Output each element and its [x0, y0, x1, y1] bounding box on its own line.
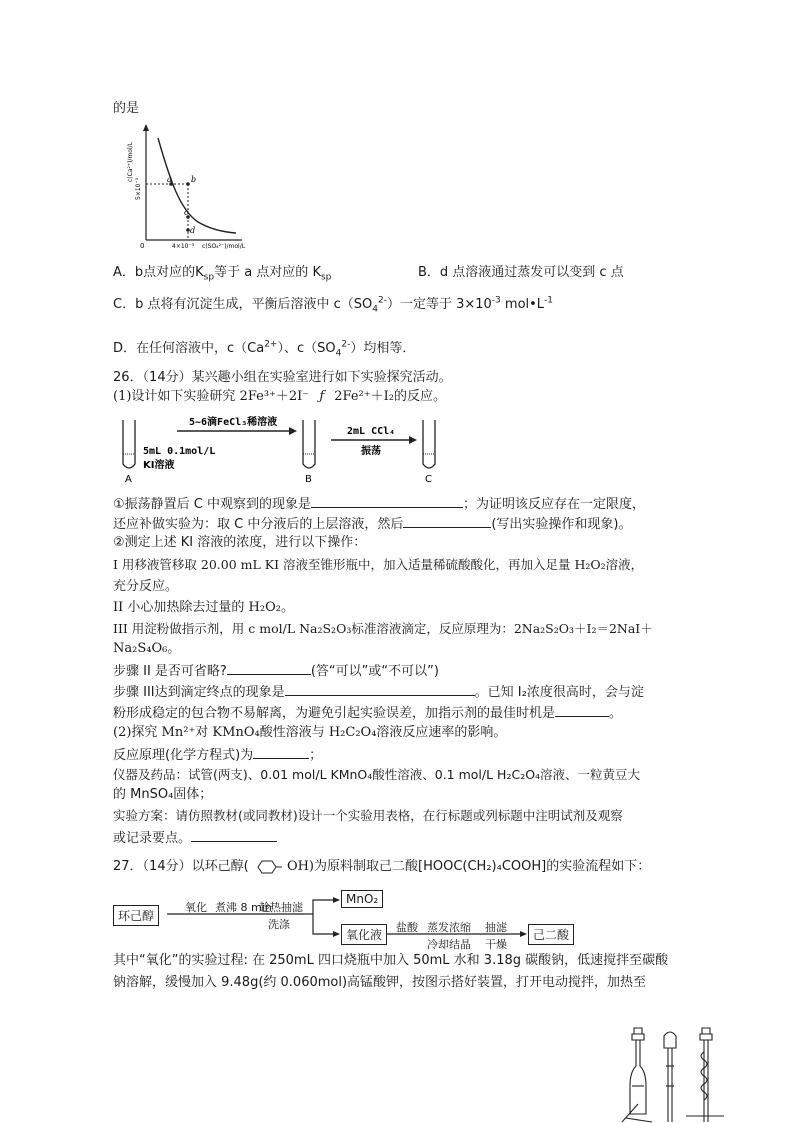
x-axis-label: c(SO₄²⁻)/mol/L	[202, 243, 246, 250]
process-flowchart	[113, 886, 583, 951]
option-d: D．在任何溶液中，$c(Ca^{2+})$、$c(SO_4^{2-})$均相等．	[113, 339, 416, 359]
origin-label: 0	[140, 242, 145, 250]
flow-step-crystallize: 冷却结晶	[427, 938, 471, 951]
flow-step-suction: 抽滤	[485, 921, 507, 934]
flow-box-oxidation-liquid: 氧化液	[341, 924, 387, 945]
q27-title: 27．（14分）以环己醇( OH)为原料制取己二酸[HOOC(CH₂)₄COOH]的实验流程如下：	[113, 859, 651, 874]
answer-blank-3[interactable]	[227, 661, 311, 675]
tube-c	[423, 420, 435, 468]
tube-c-label: C	[425, 474, 432, 485]
apparatus-sketch	[612, 1026, 732, 1123]
label-c: c	[184, 208, 189, 217]
flow-box-mno2: MnO₂	[341, 890, 383, 908]
q27-p1: 其中“氧化”的实验过程: 在 250mL 四口烧瓶中加入 50mL 水和 3.18g 碳酸钠，低速搅拌至碳酸	[113, 953, 669, 968]
answer-blank-1[interactable]	[311, 494, 463, 508]
q26-s8: Na₂S₄O₆。	[113, 641, 181, 656]
q26-s5: 充分反应。	[113, 579, 179, 594]
y-tick-label: 5×10⁻³	[135, 177, 142, 200]
q26-s16: 实验方案：请仿照教材(或同教材)设计一个实验用表格，在行标题或列标题中注明试剂及观察	[113, 808, 623, 823]
equilibrium-symbol: ƒ	[319, 389, 325, 404]
answer-blank-4[interactable]	[285, 682, 475, 696]
intro-text: 的是	[113, 101, 140, 116]
flow-step-evaporate: 蒸发浓缩	[427, 921, 471, 934]
tube-b	[303, 420, 315, 468]
q26-s7: III 用淀粉做指示剂，用 c mol/L Na₂S₂O₃标准溶液滴定，反应原理为：2Na₂S₂O₃＋I₂＝2NaI＋	[113, 621, 653, 636]
tube-a	[123, 420, 135, 468]
tube-b-label: B	[305, 474, 312, 485]
arrow-2-head	[409, 436, 417, 444]
arrow-2-bottom-label: 振荡	[361, 446, 381, 457]
q26-s2: 还应补做实验为：取 C 中分液后的上层溶液，然后 (写出实验操作和现象)。	[113, 514, 632, 534]
flow-step-filter-hot: 趁热抽滤	[259, 901, 303, 914]
y-axis-arrow	[143, 124, 149, 131]
answer-blank-5[interactable]	[555, 703, 609, 717]
answer-blank-6[interactable]	[253, 745, 309, 759]
q26-title: 26．（14分）某兴趣小组在实验室进行如下实验探究活动。	[113, 370, 452, 385]
q27-p2: 钠溶解，缓慢加入 9.48g(约 0.060mol)高锰酸钾，按图示搭好装置，打开电动搅拌，加热至	[113, 975, 647, 990]
label-a: a	[167, 175, 172, 184]
q26-s12: (2)探究 Mn²⁺对 KMnO₄酸性溶液与 H₂C₂O₄溶液反应速率的影响。	[113, 725, 507, 740]
tube-a-label: A	[125, 474, 132, 485]
ksp-curve	[158, 138, 236, 233]
flow-box-cyclohexanol: 环己醇	[113, 905, 159, 926]
arrow-1-label: 5~6滴FeCl₃稀溶液	[189, 417, 278, 428]
q26-s4: I 用移液管移取 20.00 mL KI 溶液至锥形瓶中，加入适量稀硫酸酸化，再加入足量 H₂O₂溶液，	[113, 557, 644, 572]
answer-blank-2[interactable]	[403, 514, 491, 528]
option-a: A．b点对应的$K_{sp}$等于 a 点对应的 $K_{sp}$	[113, 265, 332, 283]
arrow-1-head	[289, 427, 297, 435]
flow-box-adipic-acid: 己二酸	[528, 924, 574, 945]
flow-step-boil: 煮沸 8 min	[215, 901, 272, 914]
answer-blank-7[interactable]	[191, 828, 277, 842]
flow-step-dry: 干燥	[485, 938, 507, 951]
solubility-graph	[118, 122, 258, 252]
q26-s13: 反应原理(化学方程式)为 ；	[113, 745, 322, 765]
q26-s11: 粉形成稳定的包合物不易解离，为避免引起实验误差，加指示剂的最佳时机是 。	[113, 703, 622, 723]
test-tube-figure	[115, 414, 455, 486]
q26-s1: ①振荡静置后 C 中观察到的现象是 ；为证明该反应存在一定限度，	[113, 494, 645, 514]
y-axis-label: c(Ca²⁺)/mol/L	[127, 142, 134, 182]
flow-step-wash: 洗涤	[268, 918, 290, 931]
q26-s9: 步骤 II 是否可省略? (答“可以”或“不可以”)	[113, 661, 439, 681]
q26-s3: ②测定上述 KI 溶液的浓度，进行以下操作：	[113, 535, 367, 550]
tube-a-text-2: KI溶液	[143, 460, 175, 471]
cyclohexane-ring-icon	[253, 860, 283, 874]
q26-part1: (1)设计如下实验研究 2Fe³⁺＋2I⁻ ƒ 2Fe²⁺＋I₂的反应。	[113, 389, 446, 404]
q26-s14: 仪器及药品：试管(两支)、0.01 mol/L KMnO₄酸性溶液、0.1 mol/L H₂C₂O₄溶液、一粒黄豆大	[113, 767, 641, 782]
tube-a-text-1: 5mL 0.1mol/L	[143, 446, 216, 457]
q26-s10: 步骤 III达到滴定终点的现象是 。已知 I₂浓度很高时，会与淀	[113, 682, 644, 702]
q26-s15: 的 MnSO₄固体；	[113, 787, 213, 802]
q26-s6: II 小心加热除去过量的 H₂O₂。	[113, 600, 294, 615]
option-c: C．b 点将有沉淀生成，平衡后溶液中 $c(SO_4^{2-})$一定等于 $3\times 10^{-3}$ $mol•L^{-1}$	[113, 295, 554, 315]
flow-step-oxidize: 氧化	[185, 901, 207, 914]
arrow-2-top-label: 2mL CCl₄	[347, 426, 396, 437]
q26-s17: 或记录要点。	[113, 828, 277, 848]
x-tick-label: 4×10⁻³	[172, 243, 195, 250]
option-b: B．d 点溶液通过蒸发可以变到 c 点	[418, 265, 624, 280]
flow-step-hcl: 盐酸	[396, 921, 418, 934]
point-b	[186, 182, 190, 186]
label-d: d	[190, 226, 196, 235]
label-b: b	[191, 175, 197, 184]
